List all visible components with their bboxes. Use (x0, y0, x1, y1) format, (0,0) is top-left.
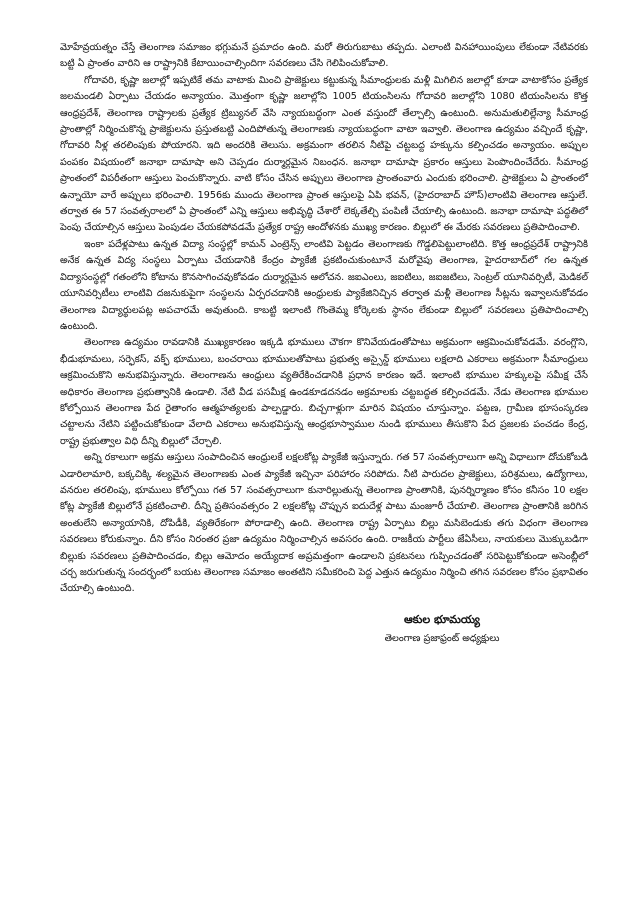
paragraph-land: తెలంగాణ ఉద్యమం రావడానికి ముఖ్యకారణం ఇక్కడి భూములు చౌకగా కొనివేయడంతోపాటు అక్రమంగా ఆక్రమించుకోవడమే. వరంగ్లొని, భీడుభూమలు, సర్ఫెకస్, వక్ఫ్ భూములు, బంచరాయి భూములతోపాటు ప్రభుత్వ అస్సైన్డ్ భూములు లక్షలాది ఎకరాలు అక్రమంగా సీమాంధ్రులు ఆక్రమించుకొని అనుభవిస్తున్నారు. తెలంగాణను ఆంధ్రులు వ్యతిరేకించడానికి ప్రధాన కారణం ఇదే. ఇలాంటి భూముల హక్కులపై సమీక్ష చేసే అధికారం తెలంగాణ ప్రభుత్వానికి ఉండాలి. నేటి వీడ పసమీక్ష ఉండకూడదనడం అక్రమాలకు చట్టబద్ధత కల్పించడమే. నేడు తెలంగాణ భూముల కోల్పోయిన తెలంగాణ పేద రైతాంగం ఆత్మహత్యలకు పాల్పడ్డారు. బిచ్చగాళ్లుగా మారిన విషయం చూస్తున్నాం. పట్టణ, గ్రామీణ భూసంస్కరణ చట్టాలను నేటిని పట్టించుకోకుండా వేలాది ఎకరాలు అనుభవిస్తున్న ఆంధ్రభూస్వాముల నుండి భూములు తీసుకొని పేద ప్రజలకు పంచడం కేంద్ర, రాష్ట్ర ప్రభుత్వాల విధి దీన్ని బిల్లులో చేర్చాలి. (60, 337, 588, 447)
paragraph-intro: మోహేవ్రయత్నం చేస్తే తెలంగాణ సమాజం భగ్గుమనే ప్రమాదం ఉంది. మరో తిరుగుబాటు తప్పదు. ఎలాంటి వినహాయింపులు లేకుండా నేటివరకు బట్టి ఏ ప్రాంతం వారిని ఆ రాష్ట్రానికి కేటాయించాల్సిందిగా సవరణలు చేసి గెలిపించుకోవాలి. (60, 42, 588, 70)
paragraph-education: ఇంకా పదేళ్లపాటు ఉన్నత విద్యా సంస్థల్లో కామన్ ఎంట్రెన్స్ లాంటివి పెట్టడం తెలంగాణకు గొడ్డలిపెట్టులాంటిది. కొత్త ఆంధ్రప్రదేశ్ రాష్ట్రానికి అనేక ఉన్నత విద్య సంస్థలు ఏర్పాటు చేయడానికి కేంద్రం ప్యాకేజీ ప్రకటించుకుంటూనే మరోవైపు తెలంగాణ, హైదరాబాద్‌లో గల ఉన్నత విద్యాసంస్థల్లో గతంలోని కోటాను కొనసాగించవుకోవడం దుర్మార్గమైన ఆలోచన. జఐఎంలు, జఐటిలు, జఐజటిలు, సెంట్రల్ యూనివర్సిటీ, మెడికల్ యూనివర్సిటీలు లాంటివి దజనుకుపైగా సంస్థలను ఏర్పరచడానికి ఆంధ్రులకు ప్యాకేజినిచ్చిన తర్వాత మళ్లీ తెలంగాణ సీట్లను ఇవ్వాలనుకోవడం తెలంగాణ విద్యార్థులపట్ల అపచారమే అవుతుంది. కాబట్టి ఇలాంటి గొంతెమ్మ కోర్కెలకు స్థానం లేకుండా బిల్లులో సవరణలు ప్రతిపాదించాల్సి ఉంటుంది. (60, 238, 589, 332)
document-page (60, 40, 588, 860)
paragraph-package-demand: అన్ని రకాలుగా అక్రమ ఆస్తులు సంపాదించిన ఆంధ్రులకే లక్షలకోట్ల ప్యాకేజీ ఇస్తున్నారు. గత 57 సంవత్సరాలుగా అన్ని విధాలుగా దోచుకోబడి ఎడారిలామారి, బక్కచిక్కి శల్యమైన తెలంగాణకు ఎంత ప్యాకేజీ ఇచ్చినా పరిహారం సరిపోదు. నీటి పారుదల ప్రాజెక్టులు, పరిశ్రమలు, ఉద్యోగాలు, వనరుల తరలింపు, భూములు కోల్పోయి గత 57 సంవత్సరాలుగా కునారిల్లుతున్న తెలంగాణ ప్రాంతానికి, పునర్నిర్మాణం కోసం కనీసం 10 లక్షల కోట్ల ప్యాకేజీ బిల్లులోనే ప్రకటించాలి. దీన్ని ప్రతిసంవత్సరం 2 లక్షలకోట్ల చొప్పున ఐదుదేళ్ల పాటు మంజూరీ చేయాలి. తెలంగాణ ప్రాంతానికి జరిగిన అంతులేని అన్యాయానికి, దోపిడీకి, వ్యతిరేకంగా పోరాడాల్సి ఉంది. తెలంగాణ రాష్ట్ర ఏర్పాటు బిల్లు మసిబెండుకు తగు విధంగా తెలంగాణ సవరణలు కోరుకున్నాం. దీని కోసం నిరంతర ప్రజా ఉద్యమం నిర్మించాల్సిన అవసరం ఉంది. రాజకీయ పార్టీలు జేఏసీలు, నాయకులు మొక్కుబడిగా బిల్లుకు సవరణలు ప్రతిపాదించడం, బిల్లు ఆమోదం అయ్యేదాక అప్రమత్తంగా ఉండాలని ప్రకటనలు గుప్పించడంతో సరిపెట్టుకోకుండా అసెంబ్లీలో చర్చ జరుగుతున్న సందర్భంలో బయట తెలంగాణ సమాజం అంతటిని సమీకరించి పెద్ద ఎత్తున ఉద్యమం నిర్మించి తగిన సవరణల కోసం ప్రభావితం చేయాల్సి ఉంటుంది. (60, 452, 588, 595)
paragraph-water-and-debts: గోదావరి, కృష్ణా జలాల్లో ఇప్పటికే తమ వాటాకు మించి ప్రాజెక్టులు కట్టుకున్న సీమాంధ్రులకు మళ్లీ మిగిలిన జలాల్లో కూడా వాటాకోసం ప్రత్యేక జలమండలి ఏర్పాటు చేయడం అన్యాయం. మొత్తంగా కృష్ణా జలాల్లోని 1005 టియంసిలను గోదావరి జలాల్లోని 1080 టియంసిలను కొత్త ఆంధ్రప్రదేశ్, తెలంగాణ రాష్ట్రాలకు ప్రత్యేక ట్రిబ్యునల్ వేసి న్యాయబద్ధంగా ఎంత వస్తుందో తేల్చాల్సి ఉంటుంది. అనుమతులిల్లేన్యా సీమాంధ్ర ప్రాంతాల్లో నిర్మించుకొన్న ప్రాజెక్టులను ప్రస్తుతబట్టి ఎందిపోతున్న తెలంగాణకు న్యాయబద్ధంగా వాటా ఇవ్వాలి. తెలంగాణ ఉద్యమం వచ్చిందే కృష్ణా, గోదావరి నీళ్ల తరలింపుకు పోయారని. ఇది అందరికి తెలుసు. అక్రమంగా తరలిన నీటిపై చట్టబద్ద హక్కును కల్పించడం అన్యాయం. అప్పుల పంపకం విషయంలో జనాభా దామాషా అని చెప్పడం దుర్మార్గమైన నిబంధన. జనాభా దామాషా ప్రకారం ఆస్తులు పెంపొందించేదేరు. సీమాంధ్ర ప్రాంతంలో విపరీతంగా ఆస్తులు పెంచుకొన్నారు. వాటి కోసం చేసిన అప్పులు తెలంగాణ ప్రాంతంవారు ఎందుకు భరించాలి. ప్రాజెక్టులు ఏ ప్రాంతంలో ఉన్నాయో వారే అప్పులు భరించాలి. 1956కు ముందు తెలంగాణ ప్రాంత ఆస్తులపై ఏపి భవన్, (హైదరాబాద్ హౌస్)లాంటివి తెలంగాణ ఆస్తులే. తర్వాత ఈ 57 సంవత్సరాలలో ఏ ప్రాంతంలో ఎన్ని ఆస్తులు అభివృద్ధి చేశారో లెక్కతేల్చి పంపిణీ చేయాల్సి ఉంటుంది. జనాభా దామాషా పద్ధతిలో పెంపు చేయాల్సిన ఆస్తులు పెంపుడల చేయకపోవడమే ప్రత్యేక రాష్ట్ర ఆందోళనకు ముఖ్య కారణం. బిల్లులో ఈ మేరకు సవరణలు ప్రతిపాదించాలి. (60, 74, 588, 234)
article-body (60, 40, 588, 598)
author-title: తెలంగాణ ప్రజాఫ్రంట్ అధ్యక్షులు (384, 632, 500, 644)
signature-block (342, 598, 542, 648)
author-name: ఆకుల భూమయ్య (404, 612, 480, 626)
